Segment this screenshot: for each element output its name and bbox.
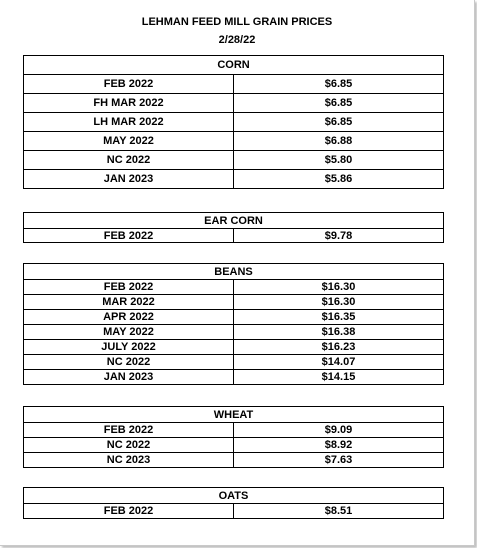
ear-corn-price-table bbox=[23, 212, 444, 243]
table-row bbox=[24, 453, 444, 468]
month-cell: LH MAR 2022 bbox=[24, 113, 234, 132]
table-row bbox=[24, 310, 444, 325]
wheat-price-table bbox=[23, 406, 444, 468]
month-cell: FEB 2022 bbox=[24, 423, 234, 438]
price-cell: $8.51 bbox=[234, 504, 444, 519]
price-cell: $16.35 bbox=[234, 310, 444, 325]
month-cell: NC 2022 bbox=[24, 438, 234, 453]
month-cell: NC 2023 bbox=[24, 453, 234, 468]
document-date: 2/28/22 bbox=[218, 34, 256, 46]
price-cell: $8.92 bbox=[234, 438, 444, 453]
table-row bbox=[24, 113, 444, 132]
section-oats bbox=[23, 487, 443, 519]
price-cell: $6.85 bbox=[234, 113, 444, 132]
table-row bbox=[24, 295, 444, 310]
table-row bbox=[24, 229, 444, 243]
price-cell: $16.23 bbox=[234, 340, 444, 355]
price-cell: $6.88 bbox=[234, 132, 444, 151]
table-row bbox=[24, 423, 444, 438]
table-row bbox=[24, 75, 444, 94]
section-wheat bbox=[23, 406, 443, 468]
oats-price-table bbox=[23, 487, 444, 519]
month-cell: MAY 2022 bbox=[24, 132, 234, 151]
beans-price-table bbox=[23, 263, 444, 385]
price-cell: $5.86 bbox=[234, 170, 444, 189]
table-row bbox=[24, 370, 444, 385]
price-cell: $14.07 bbox=[234, 355, 444, 370]
month-cell: MAY 2022 bbox=[24, 325, 234, 340]
month-cell: APR 2022 bbox=[24, 310, 234, 325]
price-cell: $9.09 bbox=[234, 423, 444, 438]
corn-price-table bbox=[23, 55, 444, 189]
price-cell: $7.63 bbox=[234, 453, 444, 468]
table-row bbox=[24, 504, 444, 519]
month-cell: NC 2022 bbox=[24, 151, 234, 170]
month-cell: MAR 2022 bbox=[24, 295, 234, 310]
document-title: LEHMAN FEED MILL GRAIN PRICES bbox=[141, 16, 333, 28]
section-header: BEANS bbox=[24, 264, 444, 280]
price-cell: $14.15 bbox=[234, 370, 444, 385]
table-row bbox=[24, 438, 444, 453]
price-cell: $16.38 bbox=[234, 325, 444, 340]
month-cell: FEB 2022 bbox=[24, 75, 234, 94]
month-cell: JAN 2023 bbox=[24, 170, 234, 189]
table-row bbox=[24, 132, 444, 151]
month-cell: JAN 2023 bbox=[24, 370, 234, 385]
table-row bbox=[24, 94, 444, 113]
section-corn bbox=[23, 55, 443, 189]
table-row bbox=[24, 340, 444, 355]
section-beans bbox=[23, 263, 443, 385]
table-row bbox=[24, 151, 444, 170]
month-cell: NC 2022 bbox=[24, 355, 234, 370]
price-cell: $9.78 bbox=[234, 229, 444, 243]
month-cell: FEB 2022 bbox=[24, 504, 234, 519]
section-header: WHEAT bbox=[24, 407, 444, 423]
month-cell: FH MAR 2022 bbox=[24, 94, 234, 113]
section-header: CORN bbox=[24, 56, 444, 75]
month-cell: FEB 2022 bbox=[24, 280, 234, 295]
price-cell: $6.85 bbox=[234, 94, 444, 113]
section-header: OATS bbox=[24, 488, 444, 504]
price-cell: $6.85 bbox=[234, 75, 444, 94]
month-cell: FEB 2022 bbox=[24, 229, 234, 243]
price-cell: $5.80 bbox=[234, 151, 444, 170]
month-cell: JULY 2022 bbox=[24, 340, 234, 355]
table-row bbox=[24, 355, 444, 370]
price-cell: $16.30 bbox=[234, 280, 444, 295]
table-row bbox=[24, 170, 444, 189]
table-row bbox=[24, 325, 444, 340]
table-row bbox=[24, 280, 444, 295]
section-ear-corn bbox=[23, 212, 443, 243]
section-header: EAR CORN bbox=[24, 213, 444, 229]
price-cell: $16.30 bbox=[234, 295, 444, 310]
